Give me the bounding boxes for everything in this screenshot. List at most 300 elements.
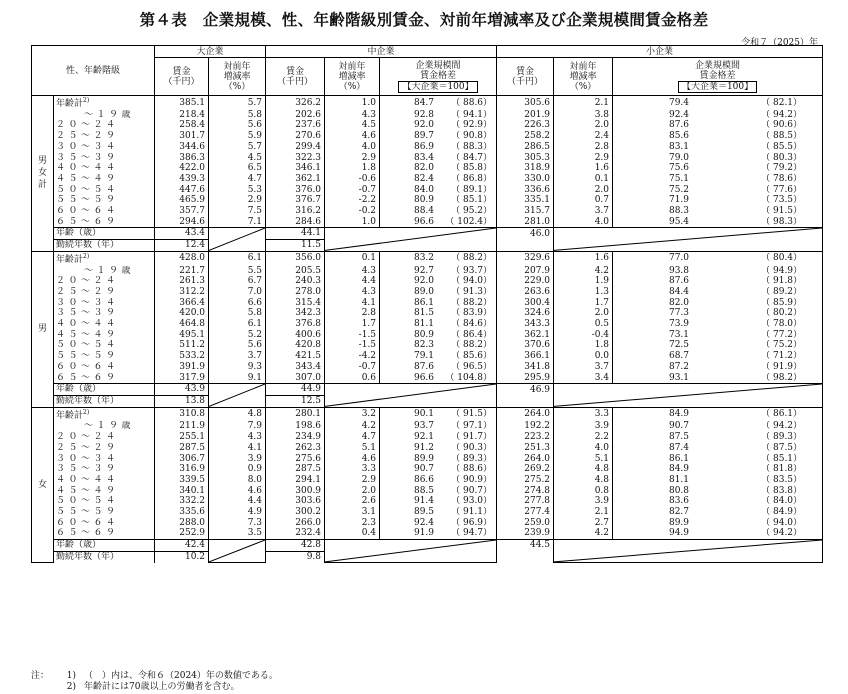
medium-ratio: [380, 308, 497, 319]
small-wage: 229.0: [497, 276, 554, 287]
age-group-label: [54, 518, 155, 529]
small-wage: 286.5: [497, 142, 554, 153]
ratio-previous: （ 84.6）: [451, 319, 493, 330]
age-group-text: ３０～３４: [56, 297, 119, 308]
ratio-current: 90.1: [413, 409, 435, 420]
ratio-previous: （ 87.5）: [761, 442, 803, 453]
small-rate: 1.7: [554, 298, 613, 309]
small-rate: 2.2: [554, 432, 613, 443]
large-wage: 511.2: [155, 340, 209, 351]
medium-rate: 2.9: [325, 153, 380, 164]
large-wage: 420.0: [155, 308, 209, 319]
section-label-char: 計: [37, 180, 47, 191]
small-ratio: [613, 486, 823, 497]
large-rate: 3.7: [209, 351, 266, 362]
medium-rate: 4.5: [325, 120, 380, 131]
ratio-previous: （ 88.5）: [761, 131, 803, 142]
ratio-previous: （ 88.2）: [451, 340, 493, 351]
large-enterprise-header: 大企業: [155, 46, 266, 58]
age-group-text: ４０～４４: [56, 474, 119, 485]
empty-diagonal-cell: [554, 384, 823, 407]
large-rate: 7.3: [209, 518, 266, 529]
ratio-current: 89.0: [413, 286, 435, 297]
medium-wage: 376.0: [266, 185, 325, 196]
medium-ratio: [380, 507, 497, 518]
medium-rate: -0.7: [325, 362, 380, 373]
small-rate: 3.4: [554, 373, 613, 384]
medium-wage: 202.6: [266, 110, 325, 121]
small-wage: 295.9: [497, 373, 554, 384]
medium-rate: 4.3: [325, 287, 380, 298]
medium-wage: 300.2: [266, 507, 325, 518]
average-age-row: [32, 540, 823, 552]
medium-ratio: [380, 464, 497, 475]
age-group-label: [54, 340, 155, 351]
large-wage: 386.3: [155, 153, 209, 164]
medium-rate: 0.6: [325, 373, 380, 384]
ratio-previous: （ 93.0）: [451, 496, 493, 507]
ratio-current: 86.1: [668, 453, 690, 464]
medium-value: 44.1: [266, 228, 325, 240]
medium-ratio: [380, 373, 497, 384]
age-group-label: [54, 330, 155, 341]
ratio-current: 79.0: [668, 152, 690, 163]
large-wage: 287.5: [155, 443, 209, 454]
rate-header-line: （%）: [338, 81, 366, 92]
ratio-current: 87.6: [413, 361, 435, 372]
footnote-ref: 2): [83, 97, 90, 104]
age-group-text: ５５～５９: [56, 351, 119, 362]
table-row: [32, 251, 823, 265]
age-group-text: ～１９歳: [84, 265, 135, 276]
large-wage: 252.9: [155, 528, 209, 539]
medium-wage: 356.0: [266, 251, 325, 265]
small-rate: 0.8: [554, 486, 613, 497]
ratio-current: 85.6: [668, 131, 690, 142]
age-group-label: [54, 319, 155, 330]
age-group-text: ３５～３９: [56, 152, 119, 163]
age-group-label: [54, 131, 155, 142]
ratio-previous: （ 86.1）: [761, 409, 803, 420]
small-ratio: [613, 496, 823, 507]
ratio-current: 77.3: [668, 308, 690, 319]
age-group-text: ２５～２９: [56, 131, 119, 142]
section-label: [32, 251, 54, 407]
large-wage: 301.7: [155, 131, 209, 142]
small-rate: -0.4: [554, 330, 613, 341]
age-group-text: 年齢計: [56, 99, 84, 109]
ratio-current: 90.7: [413, 464, 435, 475]
empty-diagonal-cell: [209, 540, 266, 563]
small-ratio: [613, 373, 823, 384]
large-rate: 5.8: [209, 110, 266, 121]
large-wage: 335.6: [155, 507, 209, 518]
ratio-previous: （ 84.0）: [761, 496, 803, 507]
large-wage: 255.1: [155, 432, 209, 443]
ratio-current: 88.5: [413, 485, 435, 496]
ratio-current: 92.0: [413, 120, 435, 131]
medium-rate: 4.6: [325, 131, 380, 142]
small-wage: 275.2: [497, 475, 554, 486]
large-wage: 332.2: [155, 496, 209, 507]
large-wage: 495.1: [155, 330, 209, 341]
large-wage: 447.6: [155, 185, 209, 196]
summary-label: 勤続年数（年）: [54, 551, 155, 562]
small-wage: 264.0: [497, 454, 554, 465]
ratio-current: 84.9: [668, 464, 690, 475]
rate-header-line: （%）: [223, 81, 251, 92]
ratio-previous: （ 96.5）: [451, 361, 493, 372]
ratio-previous: （ 91.3）: [451, 286, 493, 297]
large-wage: 344.6: [155, 142, 209, 153]
small-ratio: [613, 340, 823, 351]
ratio-header-line: 賃金格差: [699, 70, 736, 81]
ratio-current: 81.5: [413, 308, 435, 319]
medium-rate: 1.0: [325, 217, 380, 228]
ratio-previous: （ 82.1）: [761, 97, 803, 108]
age-group-text: ４５～４９: [56, 329, 119, 340]
age-group-label: [54, 287, 155, 298]
rate-header-line: 対前年: [338, 61, 366, 72]
small-rate: 0.0: [554, 351, 613, 362]
small-rate: 4.0: [554, 217, 613, 228]
age-group-label: [54, 464, 155, 475]
large-wage: 316.9: [155, 464, 209, 475]
table-row: [32, 142, 823, 153]
large-wage: 339.5: [155, 475, 209, 486]
ratio-current: 88.4: [413, 206, 435, 217]
small-ratio: [613, 120, 823, 131]
small-wage: 330.0: [497, 174, 554, 185]
ratio-previous: （ 94.9）: [761, 265, 803, 276]
large-wage: 385.1: [155, 96, 209, 110]
small-ratio: [613, 185, 823, 196]
ratio-previous: （ 104.8）: [445, 372, 493, 383]
medium-enterprise-header: 中企業: [266, 46, 497, 58]
age-group-text: ３５～３９: [56, 464, 119, 475]
ratio-previous: （ 91.7）: [451, 432, 493, 443]
empty-diagonal-cell: [554, 540, 823, 563]
ratio-current: 83.1: [668, 141, 690, 152]
large-wage: 464.8: [155, 319, 209, 330]
ratio-base-box: 【大企業＝100】: [398, 81, 477, 93]
medium-value: 13.8: [155, 395, 209, 407]
age-group-label: [54, 96, 155, 110]
age-group-label: [54, 163, 155, 174]
ratio-previous: （ 85.1）: [761, 453, 803, 464]
small-wage: 336.6: [497, 185, 554, 196]
medium-rate: 0.1: [325, 251, 380, 265]
ratio-current: 90.7: [668, 421, 690, 432]
small-wage: 277.8: [497, 496, 554, 507]
large-rate: 4.6: [209, 486, 266, 497]
table-row: [32, 362, 823, 373]
ratio-previous: （ 91.1）: [451, 507, 493, 518]
medium-wage: 315.4: [266, 298, 325, 309]
ratio-previous: （ 85.8）: [451, 163, 493, 174]
age-group-label: [54, 217, 155, 228]
ratio-previous: （ 94.0）: [761, 517, 803, 528]
small-rate: 2.9: [554, 153, 613, 164]
ratio-previous: （ 96.9）: [451, 517, 493, 528]
table-row: [32, 298, 823, 309]
small-wage-header: [497, 58, 554, 96]
age-group-label: [54, 195, 155, 206]
ratio-current: 72.5: [668, 340, 690, 351]
medium-ratio: [380, 351, 497, 362]
medium-ratio: [380, 251, 497, 265]
age-group-text: ６５～６９: [56, 216, 119, 227]
medium-rate: 4.3: [325, 266, 380, 277]
small-rate-header: [554, 58, 613, 96]
ratio-current: 79.4: [668, 97, 690, 108]
small-wage: 362.1: [497, 330, 554, 341]
large-rate: 9.3: [209, 362, 266, 373]
ratio-current: 84.9: [668, 409, 690, 420]
age-group-label: [54, 266, 155, 277]
small-rate: 2.0: [554, 308, 613, 319]
large-rate: 4.3: [209, 432, 266, 443]
medium-ratio: [380, 319, 497, 330]
large-rate: 4.4: [209, 496, 266, 507]
ratio-previous: （ 86.8）: [451, 173, 493, 184]
age-group-text: ４５～４９: [56, 485, 119, 496]
large-rate: 3.9: [209, 454, 266, 465]
large-rate: 6.7: [209, 276, 266, 287]
small-ratio: [613, 96, 823, 110]
small-wage: 329.6: [497, 251, 554, 265]
ratio-header-line: 企業規模間: [695, 60, 741, 71]
medium-wage: 307.0: [266, 373, 325, 384]
medium-rate: 4.1: [325, 298, 380, 309]
empty-diagonal-cell: [325, 228, 497, 251]
age-group-label: [54, 432, 155, 443]
ratio-previous: （ 98.3）: [761, 216, 803, 227]
medium-rate: 4.7: [325, 432, 380, 443]
table-row: [32, 153, 823, 164]
summary-label: 年齢（歳）: [54, 384, 155, 396]
ratio-current: 83.6: [668, 496, 690, 507]
medium-rate: -0.2: [325, 206, 380, 217]
empty-diagonal-cell: [209, 228, 266, 251]
medium-rate: -1.5: [325, 340, 380, 351]
ratio-previous: （ 80.2）: [761, 308, 803, 319]
large-rate: 5.7: [209, 142, 266, 153]
medium-wage: 280.1: [266, 407, 325, 421]
small-rate: 3.7: [554, 362, 613, 373]
small-rate: 3.3: [554, 407, 613, 421]
ratio-current: 82.7: [668, 507, 690, 518]
small-wage: 343.3: [497, 319, 554, 330]
small-ratio: [613, 298, 823, 309]
ratio-previous: （ 91.8）: [761, 276, 803, 287]
medium-rate: -0.7: [325, 185, 380, 196]
small-value: 9.8: [266, 551, 325, 562]
table-row: [32, 276, 823, 287]
table-row: [32, 206, 823, 217]
age-group-label: [54, 362, 155, 373]
medium-ratio: [380, 110, 497, 121]
footnote-ref: 2): [83, 252, 90, 260]
small-ratio: [613, 407, 823, 421]
ratio-previous: （ 90.8）: [451, 131, 493, 142]
medium-rate: 1.8: [325, 163, 380, 174]
medium-ratio: [380, 407, 497, 421]
table-row: [32, 528, 823, 539]
small-rate: 2.1: [554, 96, 613, 110]
large-wage: 465.9: [155, 195, 209, 206]
small-rate: 1.3: [554, 287, 613, 298]
small-ratio: [613, 330, 823, 341]
ratio-current: 95.4: [668, 216, 690, 227]
age-group-text: ２５～２９: [56, 286, 119, 297]
summary-label: 勤続年数（年）: [54, 395, 155, 407]
summary-label: 勤続年数（年）: [54, 240, 155, 252]
medium-wage: 346.1: [266, 163, 325, 174]
small-rate: 3.7: [554, 206, 613, 217]
small-wage: 318.9: [497, 163, 554, 174]
large-rate: 7.1: [209, 217, 266, 228]
ratio-header-line: [382, 81, 494, 93]
small-ratio: [613, 454, 823, 465]
age-group-text: ２０～２４: [56, 432, 119, 443]
age-group-text: ～１９歳: [84, 421, 135, 432]
medium-ratio: [380, 142, 497, 153]
table-row: [32, 351, 823, 362]
small-wage: 274.8: [497, 486, 554, 497]
small-enterprise-header: 小企業: [497, 46, 823, 58]
small-wage: 277.4: [497, 507, 554, 518]
age-group-label: [54, 206, 155, 217]
table-row: [32, 496, 823, 507]
ratio-previous: （ 85.9）: [761, 297, 803, 308]
medium-rate: 2.8: [325, 308, 380, 319]
small-ratio: [613, 217, 823, 228]
ratio-current: 83.2: [413, 253, 435, 264]
ratio-previous: （ 90.9）: [451, 474, 493, 485]
ratio-previous: （ 90.6）: [761, 120, 803, 131]
summary-label: 年齢（歳）: [54, 540, 155, 552]
medium-wage: 270.6: [266, 131, 325, 142]
ratio-previous: （ 77.2）: [761, 329, 803, 340]
small-wage: 223.2: [497, 432, 554, 443]
ratio-current: 80.9: [413, 329, 435, 340]
ratio-previous: （ 85.1）: [451, 195, 493, 206]
small-rate: 4.2: [554, 266, 613, 277]
table-row: [32, 443, 823, 454]
medium-ratio: [380, 163, 497, 174]
small-wage: 251.3: [497, 443, 554, 454]
large-rate: 0.9: [209, 464, 266, 475]
large-rate: 7.0: [209, 287, 266, 298]
small-wage: 207.9: [497, 266, 554, 277]
large-rate: 5.8: [209, 308, 266, 319]
small-ratio: [613, 351, 823, 362]
ratio-previous: （ 92.9）: [451, 120, 493, 131]
age-group-text: ５０～５４: [56, 496, 119, 507]
large-wage: 533.2: [155, 351, 209, 362]
ratio-current: 91.2: [413, 442, 435, 453]
ratio-previous: （ 94.2）: [761, 109, 803, 120]
ratio-base-box: 【大企業＝100】: [678, 81, 757, 93]
small-ratio: [613, 518, 823, 529]
ratio-current: 86.1: [413, 297, 435, 308]
age-group-label: [54, 486, 155, 497]
small-rate: 1.9: [554, 276, 613, 287]
medium-ratio: [380, 443, 497, 454]
medium-ratio: [380, 217, 497, 228]
rate-header-line: 増減率: [338, 71, 366, 82]
small-ratio: [613, 443, 823, 454]
table-row: [32, 507, 823, 518]
year-label: 令和７（2025）年: [741, 38, 818, 48]
medium-wage: 316.2: [266, 206, 325, 217]
medium-wage: 275.6: [266, 454, 325, 465]
small-value: 46.9: [497, 384, 554, 396]
ratio-current: 93.7: [413, 421, 435, 432]
large-rate: 5.5: [209, 266, 266, 277]
ratio-current: 68.7: [668, 351, 690, 362]
age-group-label: [54, 407, 155, 421]
table-body: [32, 96, 823, 563]
large-wage: 221.7: [155, 266, 209, 277]
table-row: [32, 421, 823, 432]
small-wage: 263.6: [497, 287, 554, 298]
medium-value: 12.4: [155, 240, 209, 252]
age-group-label: [54, 298, 155, 309]
small-wage: 324.6: [497, 308, 554, 319]
ratio-current: 75.1: [668, 173, 690, 184]
wage-table: [31, 45, 823, 563]
medium-wage: 303.6: [266, 496, 325, 507]
ratio-current: 92.8: [413, 109, 435, 120]
medium-rate: 4.6: [325, 454, 380, 465]
rate-header-line: 対前年: [223, 61, 251, 72]
ratio-previous: （ 94.2）: [761, 528, 803, 539]
ratio-current: 87.6: [668, 120, 690, 131]
medium-wage: 278.0: [266, 287, 325, 298]
age-group-label: [54, 142, 155, 153]
wage-header-line: （千円）: [163, 76, 200, 87]
ratio-current: 86.9: [413, 141, 435, 152]
medium-ratio: [380, 276, 497, 287]
ratio-previous: （ 88.2）: [451, 297, 493, 308]
small-wage: 264.0: [497, 407, 554, 421]
ratio-previous: （ 94.7）: [451, 528, 493, 539]
ratio-current: 80.9: [413, 195, 435, 206]
small-ratio: [613, 421, 823, 432]
table-row: [32, 217, 823, 228]
medium-rate: 2.9: [325, 475, 380, 486]
large-wage-header: [155, 58, 209, 96]
small-rate: 3.8: [554, 110, 613, 121]
ratio-previous: （ 89.2）: [761, 286, 803, 297]
small-wage: 300.4: [497, 298, 554, 309]
age-group-text: ６０～６４: [56, 206, 119, 217]
small-wage: 226.3: [497, 120, 554, 131]
ratio-current: 87.6: [668, 276, 690, 287]
medium-value: 10.2: [155, 551, 209, 562]
large-rate: 5.9: [209, 131, 266, 142]
medium-rate: -4.2: [325, 351, 380, 362]
ratio-previous: （ 94.1）: [451, 109, 493, 120]
small-rate: 2.8: [554, 142, 613, 153]
ratio-header-line: 賃金格差: [420, 70, 457, 81]
age-group-label: [54, 475, 155, 486]
small-wage: 281.0: [497, 217, 554, 228]
medium-rate: 2.0: [325, 486, 380, 497]
age-group-text: ６５～６９: [56, 528, 119, 539]
